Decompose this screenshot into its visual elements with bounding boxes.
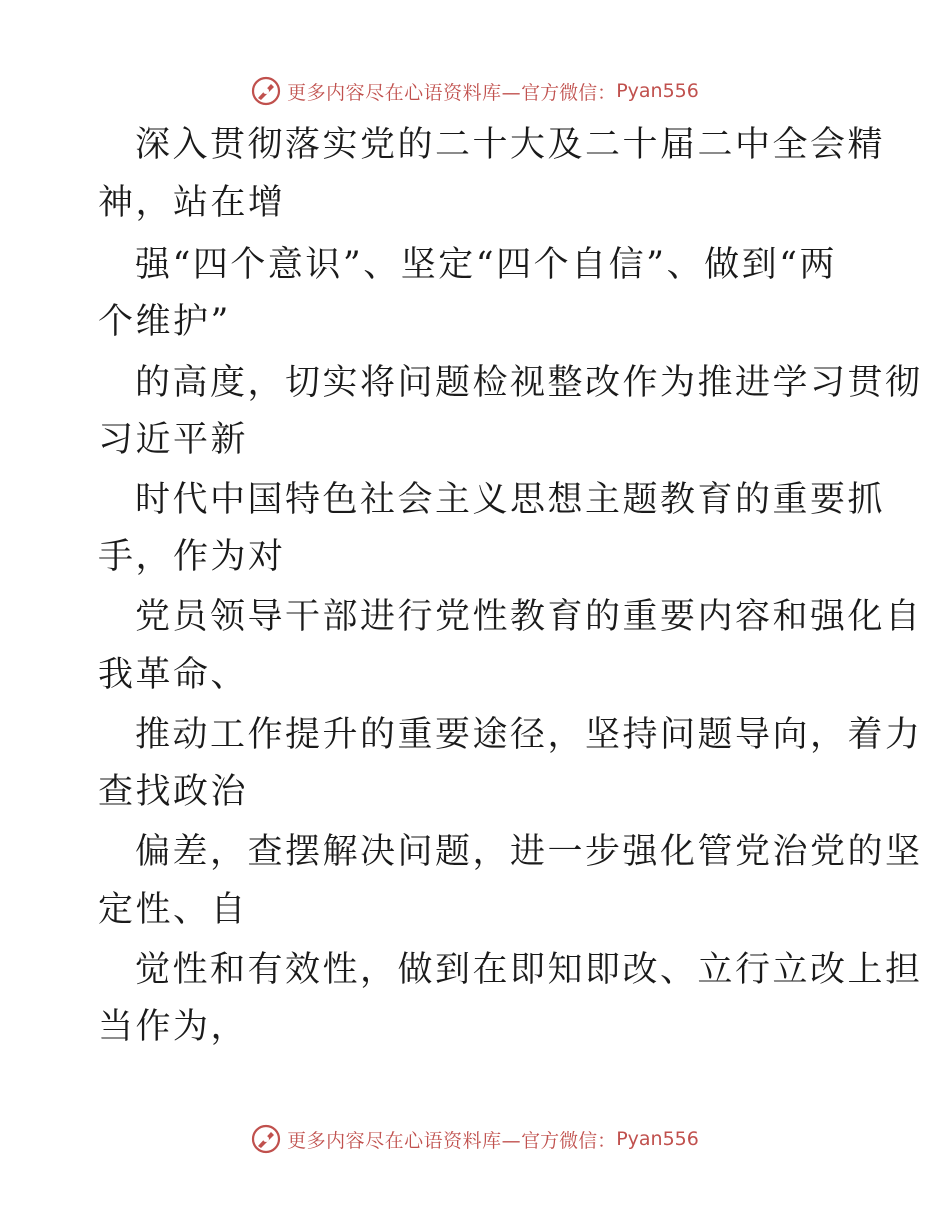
body-line: 手，作为对 bbox=[98, 537, 286, 577]
body-line: 强“四个意识”、坚定“四个自信”、做到“两 bbox=[135, 245, 837, 285]
body-line: 深入贯彻落实党的二十大及二十届二中全会精 bbox=[135, 125, 886, 165]
body-line: 定性、自 bbox=[98, 890, 249, 930]
body-line: 我革命、 bbox=[98, 655, 249, 695]
body-line: 觉性和有效性，做到在即知即改、立行立改上担 bbox=[135, 950, 923, 990]
body-line: 时代中国特色社会主义思想主题教育的重要抓 bbox=[135, 480, 886, 520]
footer-wechat-id: Pyan556 bbox=[616, 1128, 699, 1150]
body-line: 偏差，查摆解决问题，进一步强化管党治党的坚 bbox=[135, 832, 923, 872]
body-line: 习近平新 bbox=[98, 420, 249, 460]
footer-wechat-label: 官方微信： bbox=[521, 1129, 617, 1152]
footer-watermark bbox=[0, 1122, 950, 1156]
header-watermark-text: 更多内容尽在心语资料库— bbox=[287, 81, 522, 104]
body-line: 查找政治 bbox=[98, 772, 249, 812]
body-line: 当作为， bbox=[98, 1007, 249, 1047]
body-line: 个维护” bbox=[98, 302, 231, 342]
body-line: 神，站在增 bbox=[98, 183, 286, 223]
body-line: 的高度，切实将问题检视整改作为推进学习贯彻 bbox=[135, 363, 923, 403]
header-watermark bbox=[0, 74, 950, 108]
quill-logo-icon bbox=[251, 76, 281, 106]
quill-logo-icon bbox=[251, 1124, 281, 1154]
header-wechat-id: Pyan556 bbox=[616, 80, 699, 102]
body-line: 推动工作提升的重要途径，坚持问题导向，着力 bbox=[135, 715, 923, 755]
header-wechat-label: 官方微信： bbox=[521, 81, 617, 104]
footer-watermark-text: 更多内容尽在心语资料库— bbox=[287, 1129, 522, 1152]
body-line: 党员领导干部进行党性教育的重要内容和强化自 bbox=[135, 597, 923, 637]
